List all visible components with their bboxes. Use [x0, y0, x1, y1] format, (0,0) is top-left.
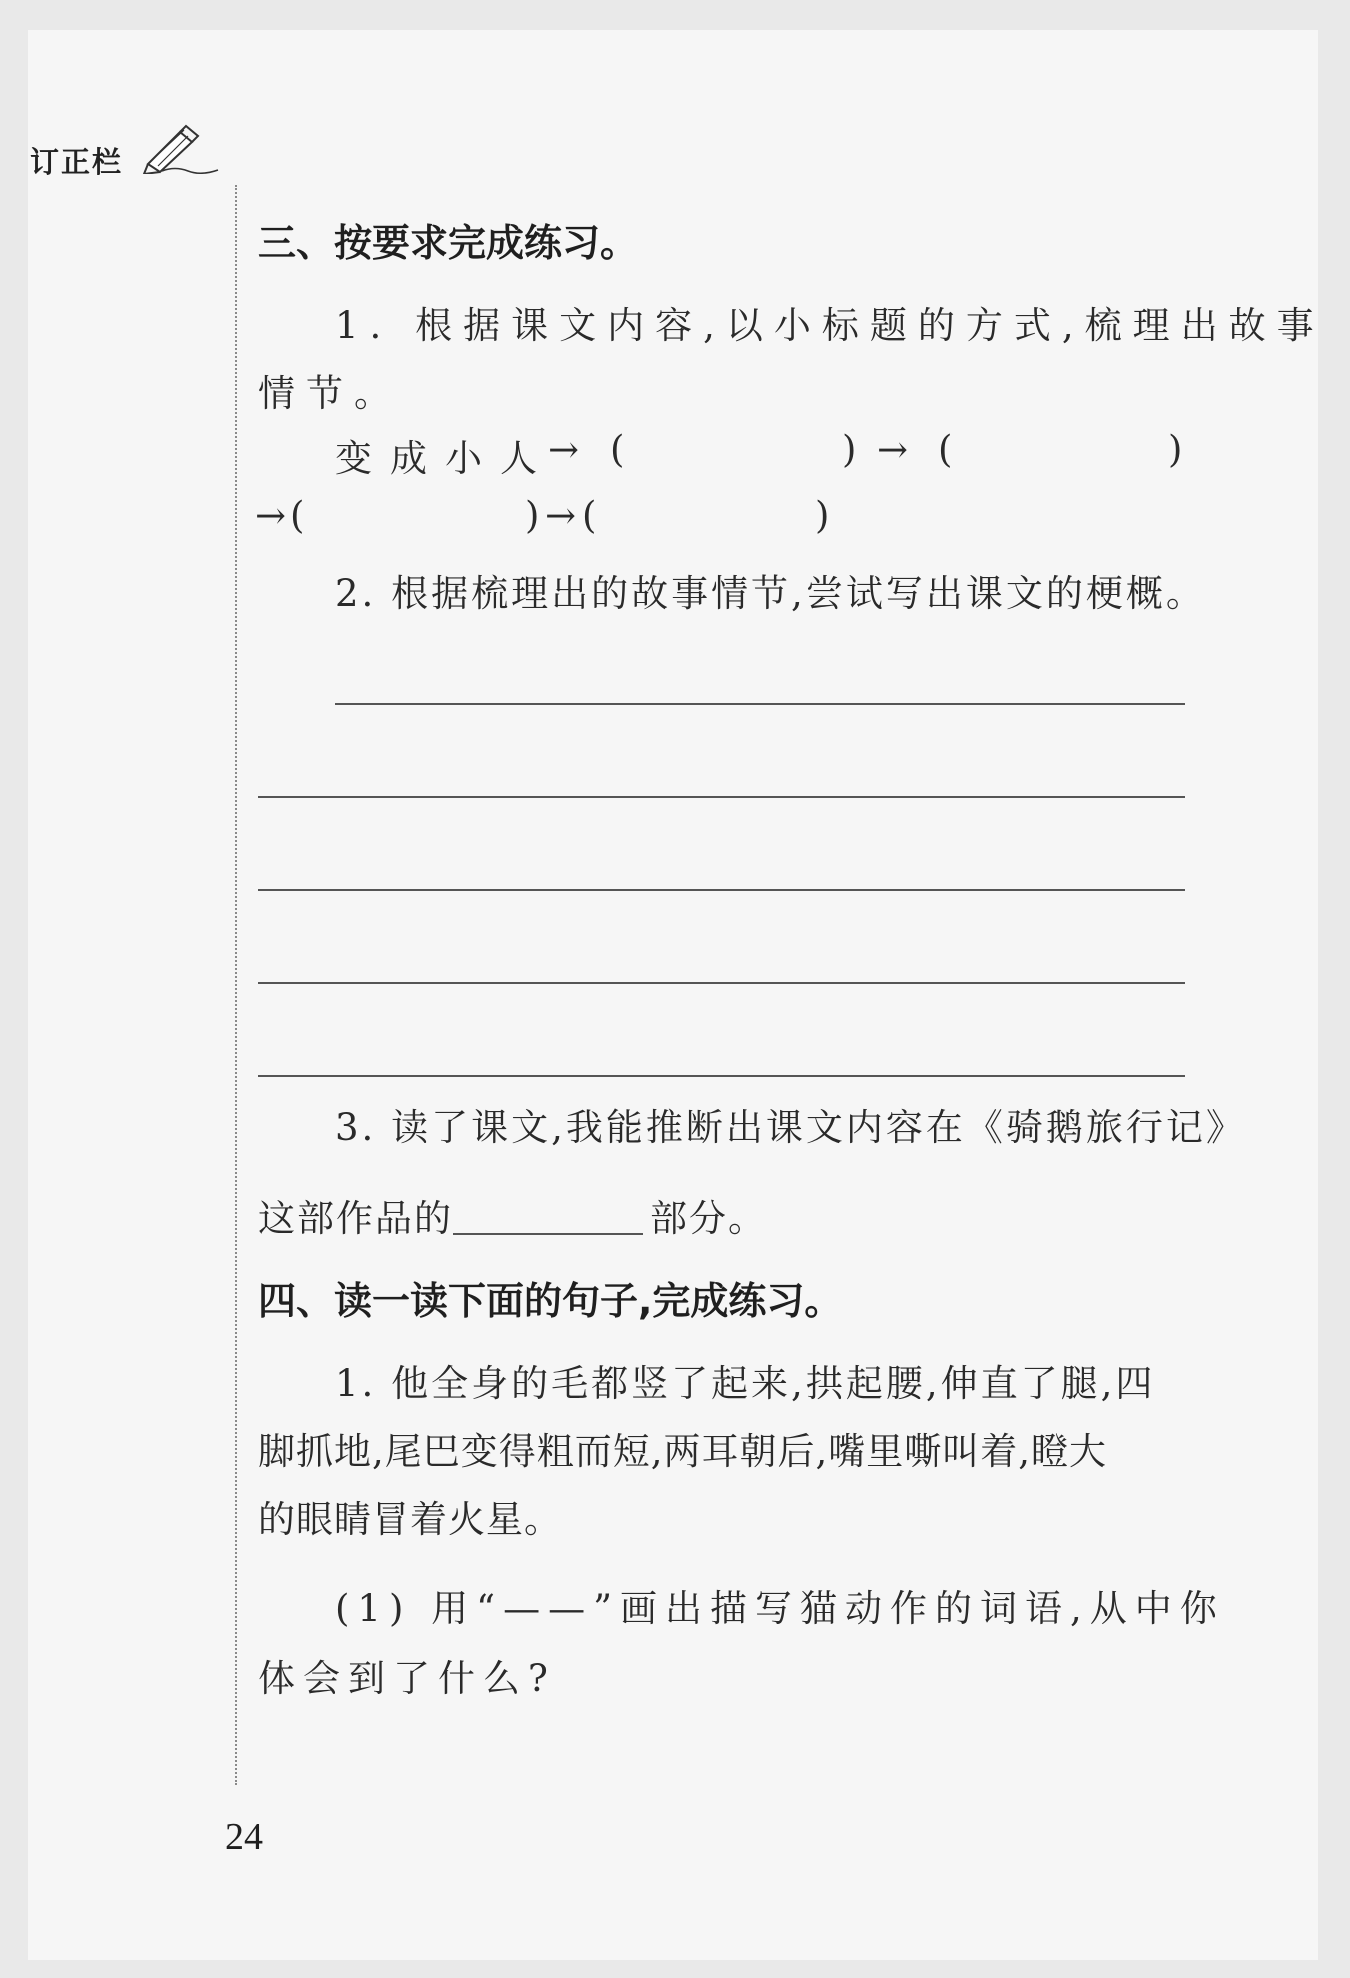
fill-in-blank[interactable]: [453, 1233, 643, 1235]
answer-line[interactable]: [258, 796, 1185, 798]
arrow-icon: →: [545, 494, 577, 537]
margin-divider: [235, 185, 237, 1785]
arrow-icon: →: [877, 428, 909, 471]
blank-2-close: ): [1168, 428, 1183, 471]
blank-3-open: (: [290, 494, 305, 537]
question-3-1-line2: 情节。: [258, 372, 402, 415]
blank-4-close: ): [815, 494, 830, 537]
correction-column-title: 订正栏: [30, 145, 124, 179]
blank-3-close: ): [525, 494, 540, 537]
arrow-icon: →: [548, 428, 580, 471]
passage-line3: 的眼睛冒着火星。: [258, 1498, 562, 1541]
question-3-2: 2. 根据梳理出的故事情节,尝试写出课文的梗概。: [335, 572, 1206, 615]
passage-line2: 脚抓地,尾巴变得粗而短,两耳朝后,嘴里嘶叫着,瞪大: [258, 1430, 1108, 1473]
section-3-heading: 三、按要求完成练习。: [258, 221, 639, 265]
answer-line[interactable]: [258, 982, 1185, 984]
question-3-3-line1: 3. 读了课文,我能推断出课文内容在《骑鹅旅行记》: [335, 1106, 1246, 1149]
blank-2-open: (: [938, 428, 953, 471]
blank-1-close: ): [842, 428, 857, 471]
blank-4-open: (: [582, 494, 597, 537]
arrow-icon: →: [255, 494, 287, 537]
section-4-heading: 四、读一读下面的句子,完成练习。: [258, 1279, 843, 1323]
question-3-3-after: 部分。: [650, 1197, 767, 1240]
question-3-3-before: 这部作品的: [258, 1197, 453, 1240]
subquestion-1-line2: 体会到了什么?: [258, 1657, 556, 1700]
page-number: 24: [225, 1816, 263, 1858]
passage-line1: 1. 他全身的毛都竖了起来,拱起腰,伸直了腿,四: [335, 1362, 1156, 1405]
question-3-1-line1: 1. 根据课文内容,以小标题的方式,梳理出故事: [335, 304, 1325, 347]
answer-line[interactable]: [258, 889, 1185, 891]
plot-start: 变成小人: [335, 437, 555, 480]
blank-1-open: (: [610, 428, 625, 471]
answer-line[interactable]: [335, 703, 1185, 705]
subquestion-1-line1: (1) 用“——”画出描写猫动作的词语,从中你: [335, 1587, 1225, 1630]
answer-line[interactable]: [258, 1075, 1185, 1077]
pencil-icon: [140, 124, 220, 174]
